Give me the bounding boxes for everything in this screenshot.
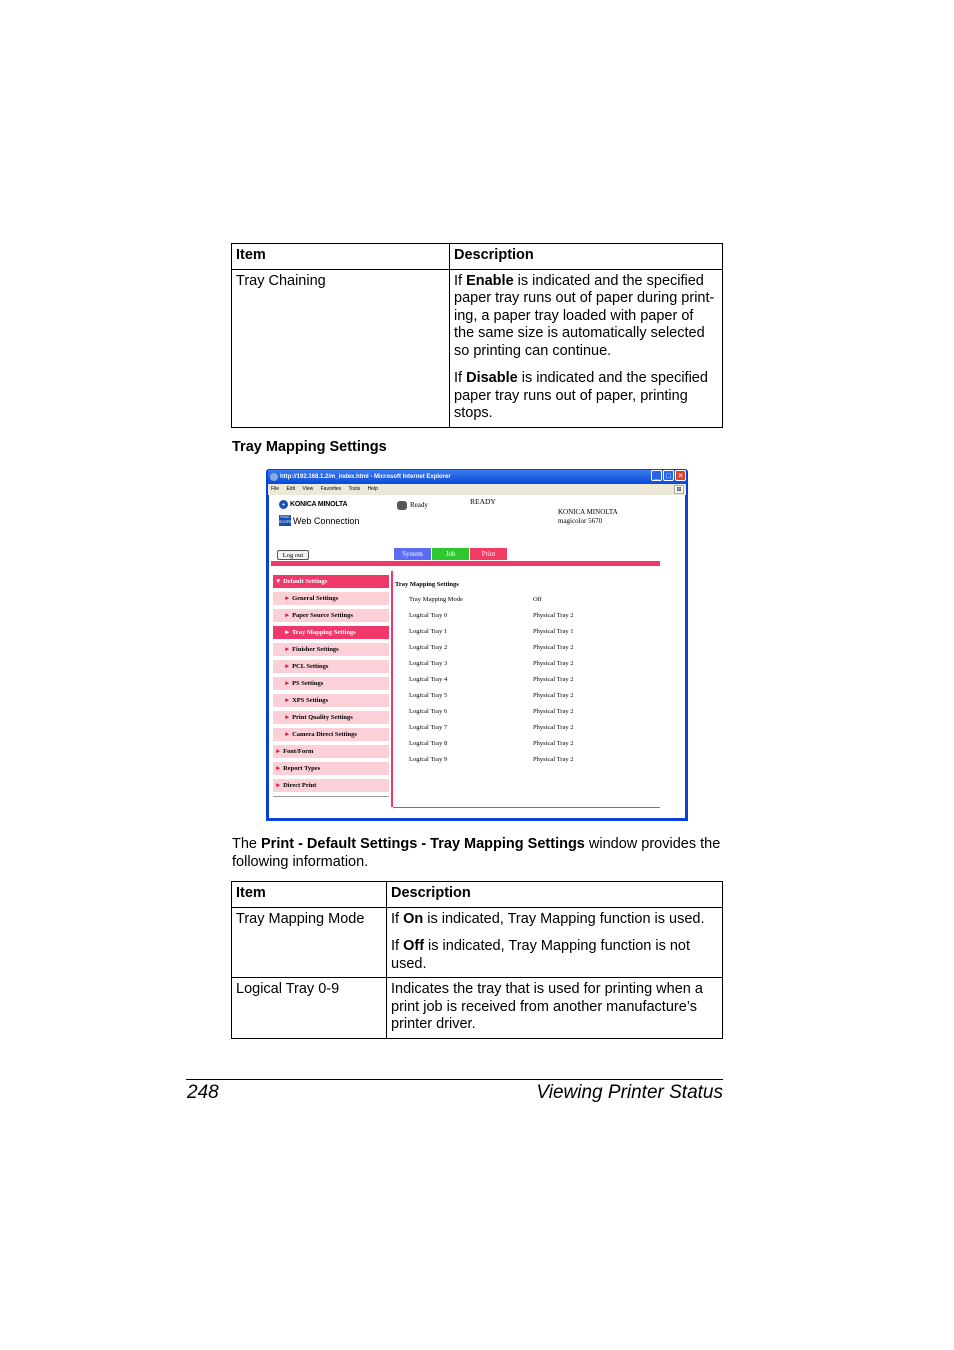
menu-view[interactable]: View bbox=[302, 486, 314, 492]
sidebar-divider bbox=[391, 571, 393, 807]
sidebar-item-label: Camera Direct Settings bbox=[292, 731, 357, 738]
triangle-right-icon: ► bbox=[284, 714, 291, 721]
setting-label: Logical Tray 9 bbox=[409, 756, 448, 763]
table-header-item: Item bbox=[232, 882, 387, 908]
sidebar-item[interactable] bbox=[273, 592, 389, 605]
table-cell-item: Logical Tray 0-9 bbox=[232, 978, 387, 1039]
sidebar-item-label: Finisher Settings bbox=[292, 646, 339, 653]
table-row bbox=[232, 269, 723, 427]
sidebar-item-label: Font/Form bbox=[283, 748, 314, 755]
status-small: Ready bbox=[410, 501, 428, 509]
table-cell-item: Tray Chaining bbox=[232, 269, 450, 427]
setting-value: Physical Tray 2 bbox=[533, 692, 574, 699]
sidebar-item-label: PS Settings bbox=[292, 680, 324, 687]
main-tabs bbox=[394, 548, 508, 560]
windows-logo-icon: ⊞ bbox=[674, 485, 684, 494]
menu-edit[interactable]: Edit bbox=[286, 486, 296, 492]
tab-print[interactable]: Print bbox=[470, 548, 507, 560]
triangle-right-icon: ► bbox=[284, 697, 291, 704]
minimize-icon[interactable]: _ bbox=[651, 470, 662, 481]
tab-system[interactable]: System bbox=[394, 548, 431, 560]
printer-status-icon bbox=[397, 501, 407, 510]
browser-window-screenshot bbox=[266, 469, 688, 821]
ie-icon bbox=[270, 473, 278, 481]
triangle-right-icon: ► bbox=[284, 629, 291, 636]
status-message: READY bbox=[470, 497, 496, 506]
web-connection-logo: PAGE SCOPE Web Connection bbox=[279, 515, 360, 526]
tray-mapping-table bbox=[231, 881, 723, 1039]
triangle-right-icon: ► bbox=[284, 663, 291, 670]
sidebar-item[interactable] bbox=[273, 779, 389, 792]
triangle-right-icon: ► bbox=[275, 748, 282, 755]
sidebar-item-label: XPS Settings bbox=[292, 697, 328, 704]
setting-label: Logical Tray 1 bbox=[409, 628, 448, 635]
nav-divider bbox=[273, 796, 389, 797]
sidebar-item-label: Paper Source Settings bbox=[292, 612, 353, 619]
setting-value: Physical Tray 2 bbox=[533, 740, 574, 747]
sidebar-item-label: Direct Print bbox=[283, 782, 317, 789]
sidebar-item[interactable] bbox=[273, 626, 389, 639]
setting-value: Physical Tray 1 bbox=[533, 628, 574, 635]
content-title: Tray Mapping Settings bbox=[395, 581, 459, 588]
header-divider bbox=[271, 561, 660, 566]
triangle-right-icon: ► bbox=[284, 646, 291, 653]
setting-value: Physical Tray 2 bbox=[533, 708, 574, 715]
sidebar-nav bbox=[273, 575, 389, 796]
menu-tools[interactable]: Tools bbox=[348, 486, 361, 492]
model-name: magicolor 5670 bbox=[558, 517, 603, 525]
konica-logo: KONICA MINOLTA bbox=[279, 500, 347, 509]
triangle-right-icon: ► bbox=[284, 595, 291, 602]
window-title: http://192.168.1.2/m_index.html - Microsoft Internet Explorer bbox=[280, 474, 451, 480]
sidebar-item[interactable] bbox=[273, 762, 389, 775]
footer-rule bbox=[186, 1079, 723, 1080]
setting-label: Logical Tray 5 bbox=[409, 692, 448, 699]
pagescope-logo-icon: PAGE SCOPE bbox=[279, 515, 292, 524]
setting-value: Physical Tray 2 bbox=[533, 644, 574, 651]
triangle-down-icon: ▼ bbox=[275, 578, 282, 585]
setting-label: Logical Tray 0 bbox=[409, 612, 448, 619]
sidebar-item-label: Tray Mapping Settings bbox=[291, 629, 356, 636]
setting-label: Tray Mapping Mode bbox=[409, 596, 463, 603]
page-number: 248 bbox=[187, 1082, 219, 1103]
tab-job[interactable]: Job bbox=[432, 548, 469, 560]
triangle-right-icon: ► bbox=[284, 612, 291, 619]
sidebar-item[interactable] bbox=[273, 677, 389, 690]
setting-label: Logical Tray 7 bbox=[409, 724, 448, 731]
setting-value: Off bbox=[533, 596, 542, 603]
sidebar-item[interactable] bbox=[273, 711, 389, 724]
table-header-description: Description bbox=[387, 882, 723, 908]
maximize-icon[interactable]: □ bbox=[663, 470, 674, 481]
logout-button[interactable]: Log out bbox=[277, 550, 309, 560]
sidebar-item[interactable] bbox=[273, 694, 389, 707]
table-header-item: Item bbox=[232, 244, 450, 270]
menu-bar bbox=[268, 484, 686, 495]
menu-file[interactable]: File bbox=[271, 486, 280, 492]
setting-label: Logical Tray 4 bbox=[409, 676, 448, 683]
sidebar-item-label: PCL Settings bbox=[292, 663, 329, 670]
web-page bbox=[269, 495, 685, 818]
triangle-right-icon: ► bbox=[284, 731, 291, 738]
section-heading: Tray Mapping Settings bbox=[232, 439, 387, 455]
sidebar-item[interactable] bbox=[273, 643, 389, 656]
sidebar-item-label: Default Settings bbox=[283, 578, 328, 585]
sidebar-item[interactable] bbox=[273, 575, 389, 588]
setting-label: Logical Tray 3 bbox=[409, 660, 448, 667]
setting-value: Physical Tray 2 bbox=[533, 676, 574, 683]
konica-minolta-logo-icon bbox=[279, 500, 288, 509]
sidebar-item[interactable] bbox=[273, 745, 389, 758]
description-paragraph: The Print - Default Settings - Tray Mapping Settings window provides the following information. bbox=[232, 836, 721, 870]
setting-label: Logical Tray 8 bbox=[409, 740, 448, 747]
setting-label: Logical Tray 2 bbox=[409, 644, 448, 651]
table-row bbox=[232, 978, 723, 1039]
setting-value: Physical Tray 2 bbox=[533, 756, 574, 763]
table-cell-description: If On is indicated, Tray Mapping function is used. If Off is indicated, Tray Mapping function is not used. bbox=[387, 907, 723, 978]
content-bottom-rule bbox=[393, 807, 660, 808]
setting-label: Logical Tray 6 bbox=[409, 708, 448, 715]
setting-value: Physical Tray 2 bbox=[533, 724, 574, 731]
sidebar-item[interactable] bbox=[273, 660, 389, 673]
table-header-description: Description bbox=[450, 244, 723, 270]
table-cell-item: Tray Mapping Mode bbox=[232, 907, 387, 978]
window-title-bar bbox=[268, 470, 686, 484]
menu-help[interactable]: Help bbox=[367, 486, 378, 492]
menu-favorites[interactable]: Favorites bbox=[320, 486, 342, 492]
triangle-right-icon: ► bbox=[275, 765, 282, 772]
sidebar-item-label: Print Quality Settings bbox=[292, 714, 353, 721]
footer-title: Viewing Printer Status bbox=[536, 1082, 723, 1103]
triangle-right-icon: ► bbox=[284, 680, 291, 687]
table-cell-description: Indicates the tray that is used for printing when a print job is received from another manufacture’s printer driver. bbox=[387, 978, 723, 1039]
sidebar-item-label: General Settings bbox=[292, 595, 339, 602]
setting-value: Physical Tray 2 bbox=[533, 612, 574, 619]
window-controls bbox=[651, 470, 686, 481]
sidebar-item-label: Report Types bbox=[283, 765, 321, 772]
table-row bbox=[232, 907, 723, 978]
sidebar-item[interactable] bbox=[273, 609, 389, 622]
table-cell-description: If Enable is indicated and the specified paper tray runs out of paper during print-ing, a paper tray loaded with paper of the same size is automatically selected so printing can continue. If Disable is indicated and the specified paper tray runs out of paper, printing stops. bbox=[450, 269, 723, 427]
sidebar-item[interactable] bbox=[273, 728, 389, 741]
triangle-right-icon: ► bbox=[275, 782, 282, 789]
close-icon[interactable]: ✕ bbox=[675, 470, 686, 481]
tray-chaining-table bbox=[231, 243, 723, 428]
brand-line-1: KONICA MINOLTA bbox=[558, 508, 618, 516]
setting-value: Physical Tray 2 bbox=[533, 660, 574, 667]
